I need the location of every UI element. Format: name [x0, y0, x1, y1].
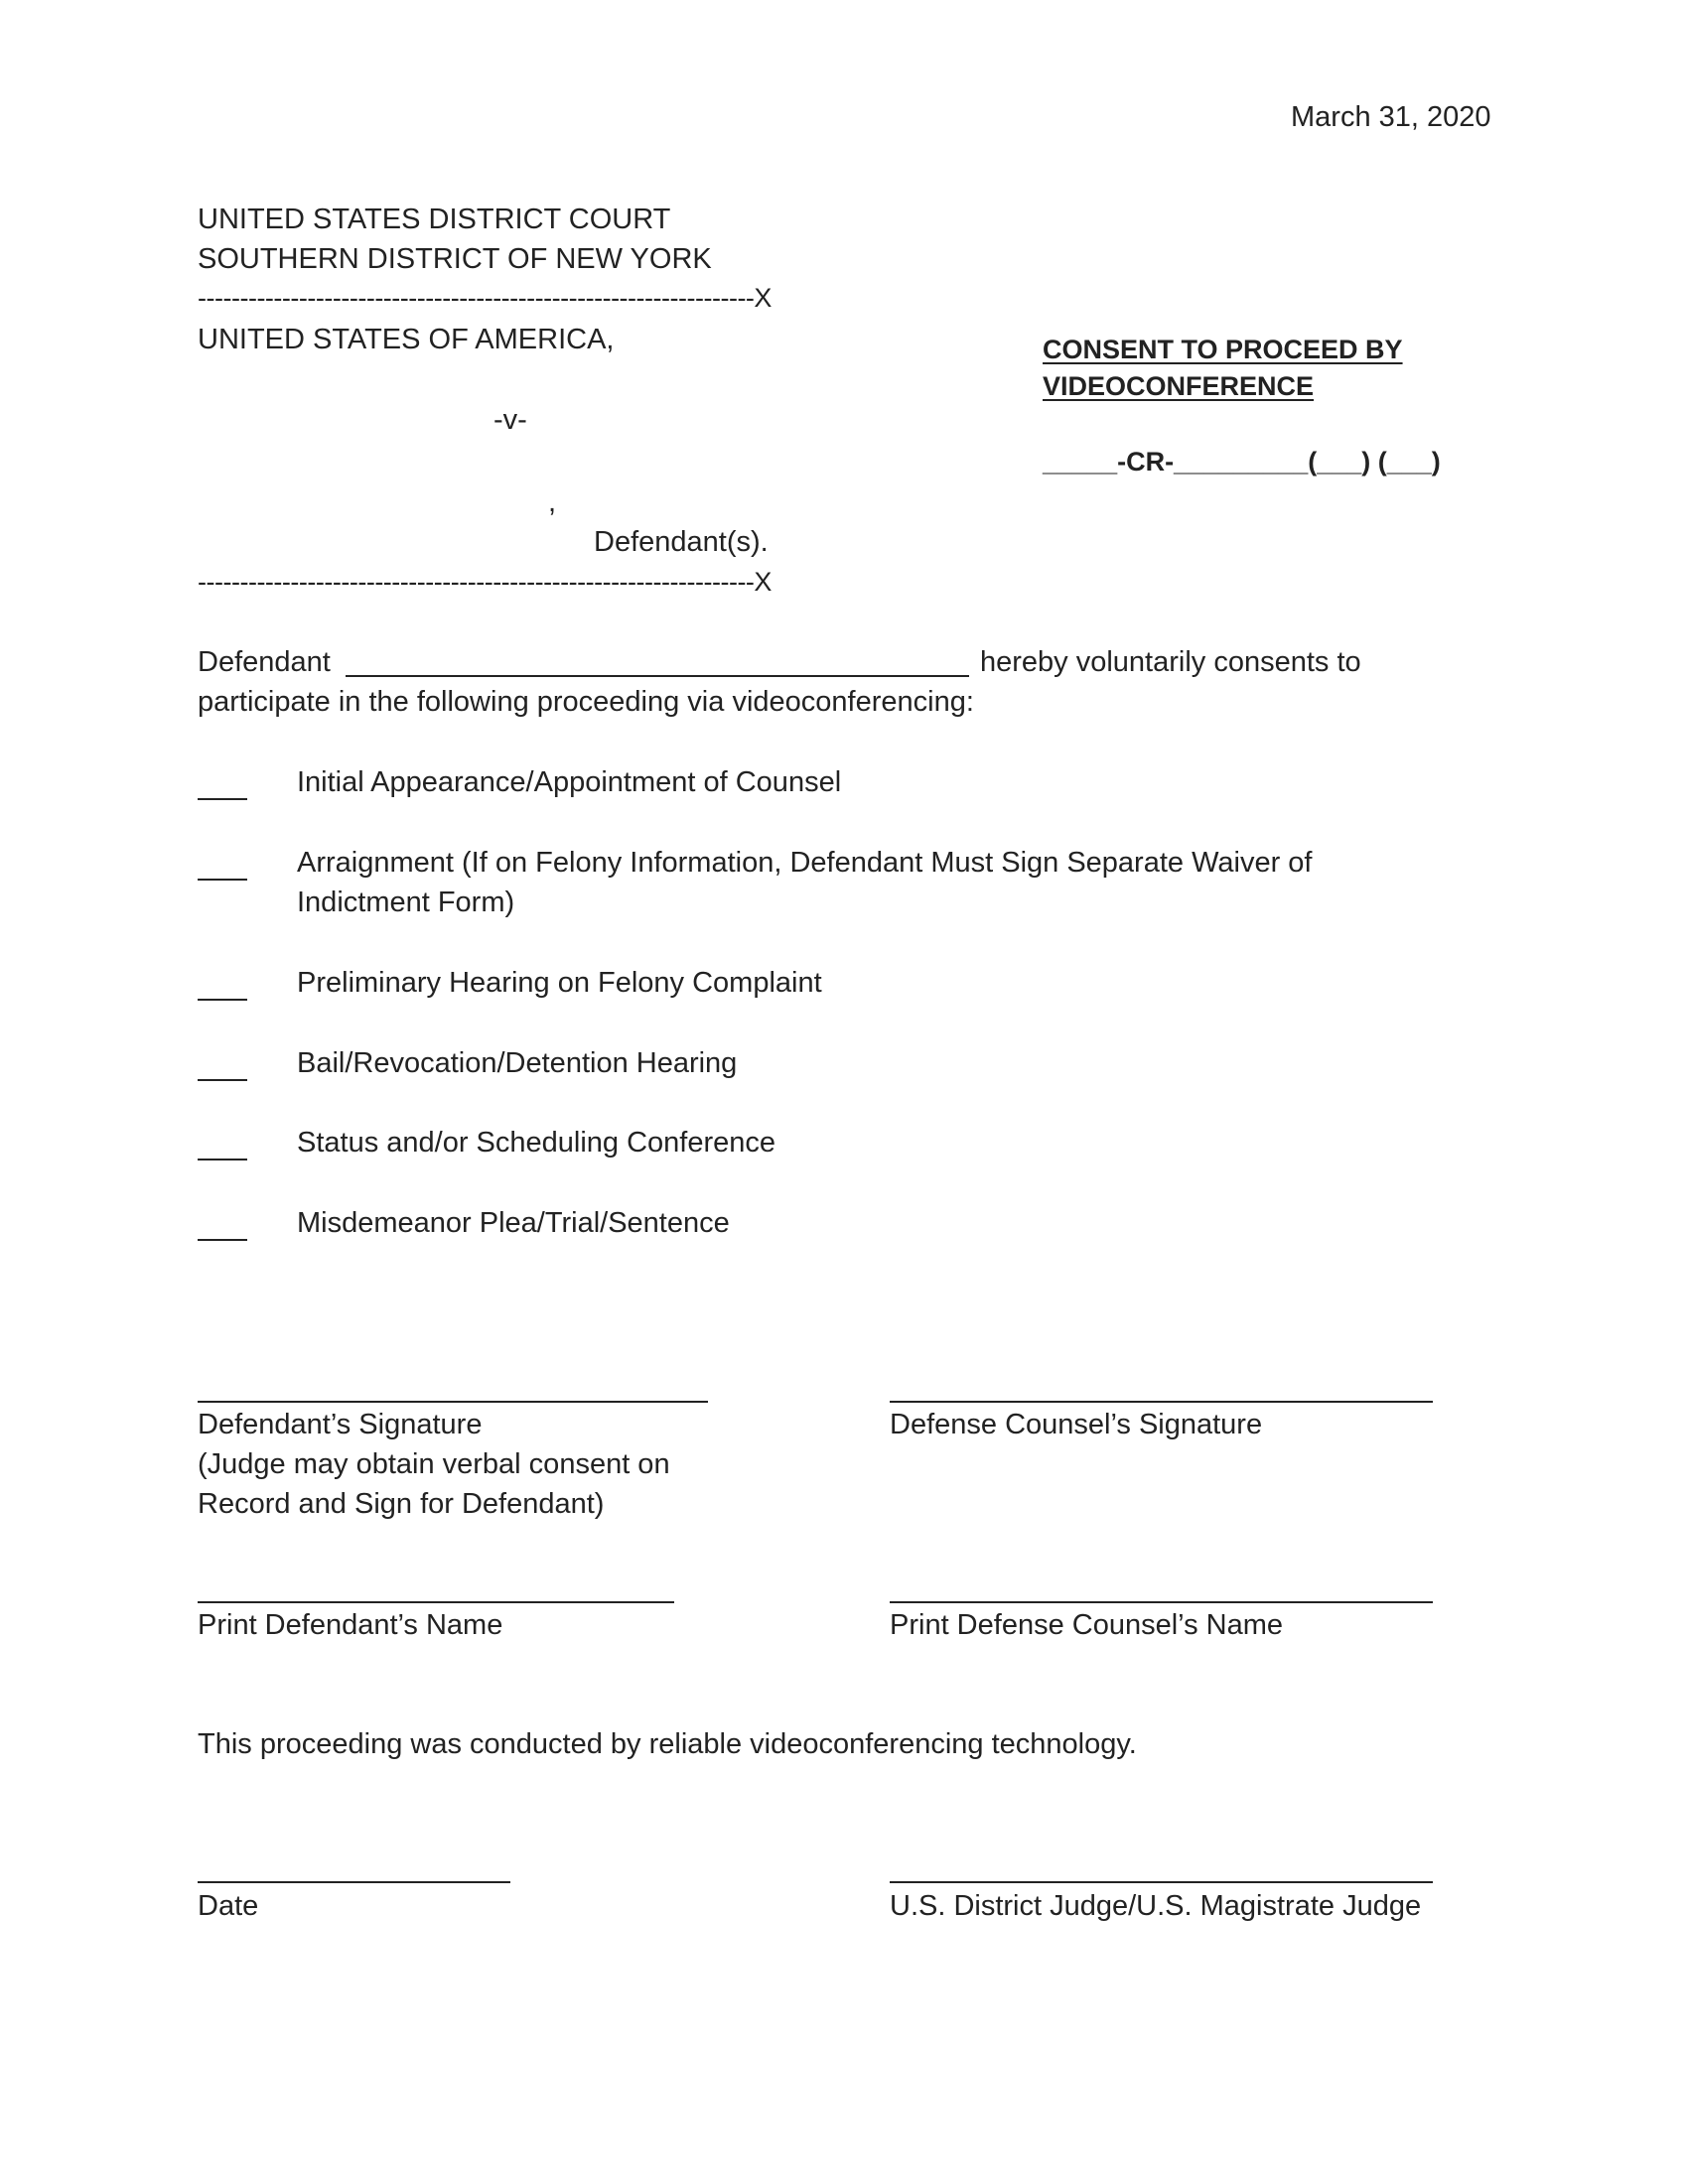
proceeding-arraignment: Arraignment (If on Felony Information, Defendant Must Sign Separate Waiver of [297, 847, 1313, 879]
defendant-signature-label: Defendant’s Signature [198, 1409, 483, 1440]
court-district: SOUTHERN DISTRICT OF NEW YORK [198, 243, 712, 275]
proceeding-checkbox-initial-appearance[interactable] [198, 798, 247, 800]
proceeding-bail-hearing: Bail/Revocation/Detention Hearing [297, 1047, 738, 1079]
judge-signature-label: U.S. District Judge/U.S. Magistrate Judge [890, 1890, 1422, 1922]
print-counsel-line[interactable] [890, 1601, 1433, 1603]
consent-rest: hereby voluntarily consents to [980, 646, 1361, 678]
defendant-signature-line[interactable] [198, 1401, 708, 1403]
proceeding-checkbox-misdemeanor[interactable] [198, 1239, 247, 1241]
proceeding-status-conference: Status and/or Scheduling Conference [297, 1127, 776, 1159]
form-title-line2: VIDEOCONFERENCE [1043, 371, 1315, 401]
defendant-label: Defendant(s). [594, 526, 769, 558]
judge-signature-line[interactable] [890, 1881, 1433, 1883]
proceeding-checkbox-preliminary-hearing[interactable] [198, 999, 247, 1001]
consent-line2: participate in the following proceeding via videoconferencing: [198, 686, 974, 718]
print-counsel-label: Print Defense Counsel’s Name [890, 1609, 1283, 1641]
form-title-line1: CONSENT TO PROCEED BY [1043, 335, 1403, 364]
defendant-name-blank[interactable] [346, 675, 969, 677]
proceeding-checkbox-bail-hearing[interactable] [198, 1079, 247, 1081]
proceeding-arraignment-cont: Indictment Form) [297, 887, 515, 918]
caption-top-divider: ------------------------------------------------------------------X [198, 283, 772, 313]
date-line[interactable] [198, 1881, 510, 1883]
document-date: March 31, 2020 [1291, 101, 1491, 133]
consent-lead: Defendant [198, 646, 331, 678]
court-name: UNITED STATES DISTRICT COURT [198, 204, 671, 235]
proceeding-preliminary-hearing: Preliminary Hearing on Felony Complaint [297, 967, 822, 999]
counsel-signature-label: Defense Counsel’s Signature [890, 1409, 1263, 1440]
technology-statement: This proceeding was conducted by reliable videoconferencing technology. [198, 1728, 1137, 1760]
versus-label: -v- [493, 404, 527, 436]
proceeding-misdemeanor: Misdemeanor Plea/Trial/Sentence [297, 1207, 730, 1239]
counsel-signature-line[interactable] [890, 1401, 1433, 1403]
proceeding-initial-appearance: Initial Appearance/Appointment of Counsel [297, 766, 842, 798]
defendant-comma: , [548, 486, 557, 518]
case-number-field: _____-CR-_________(___) (___) [1043, 447, 1441, 477]
date-label: Date [198, 1890, 259, 1922]
print-defendant-line[interactable] [198, 1601, 674, 1603]
print-defendant-label: Print Defendant’s Name [198, 1609, 503, 1641]
defendant-signature-note: (Judge may obtain verbal consent on [198, 1448, 670, 1480]
proceeding-checkbox-status-conference[interactable] [198, 1159, 247, 1160]
proceeding-checkbox-arraignment[interactable] [198, 879, 247, 881]
plaintiff-name: UNITED STATES OF AMERICA, [198, 324, 615, 355]
caption-bottom-divider: ------------------------------------------------------------------X [198, 567, 772, 597]
defendant-signature-note-cont: Record and Sign for Defendant) [198, 1488, 605, 1520]
